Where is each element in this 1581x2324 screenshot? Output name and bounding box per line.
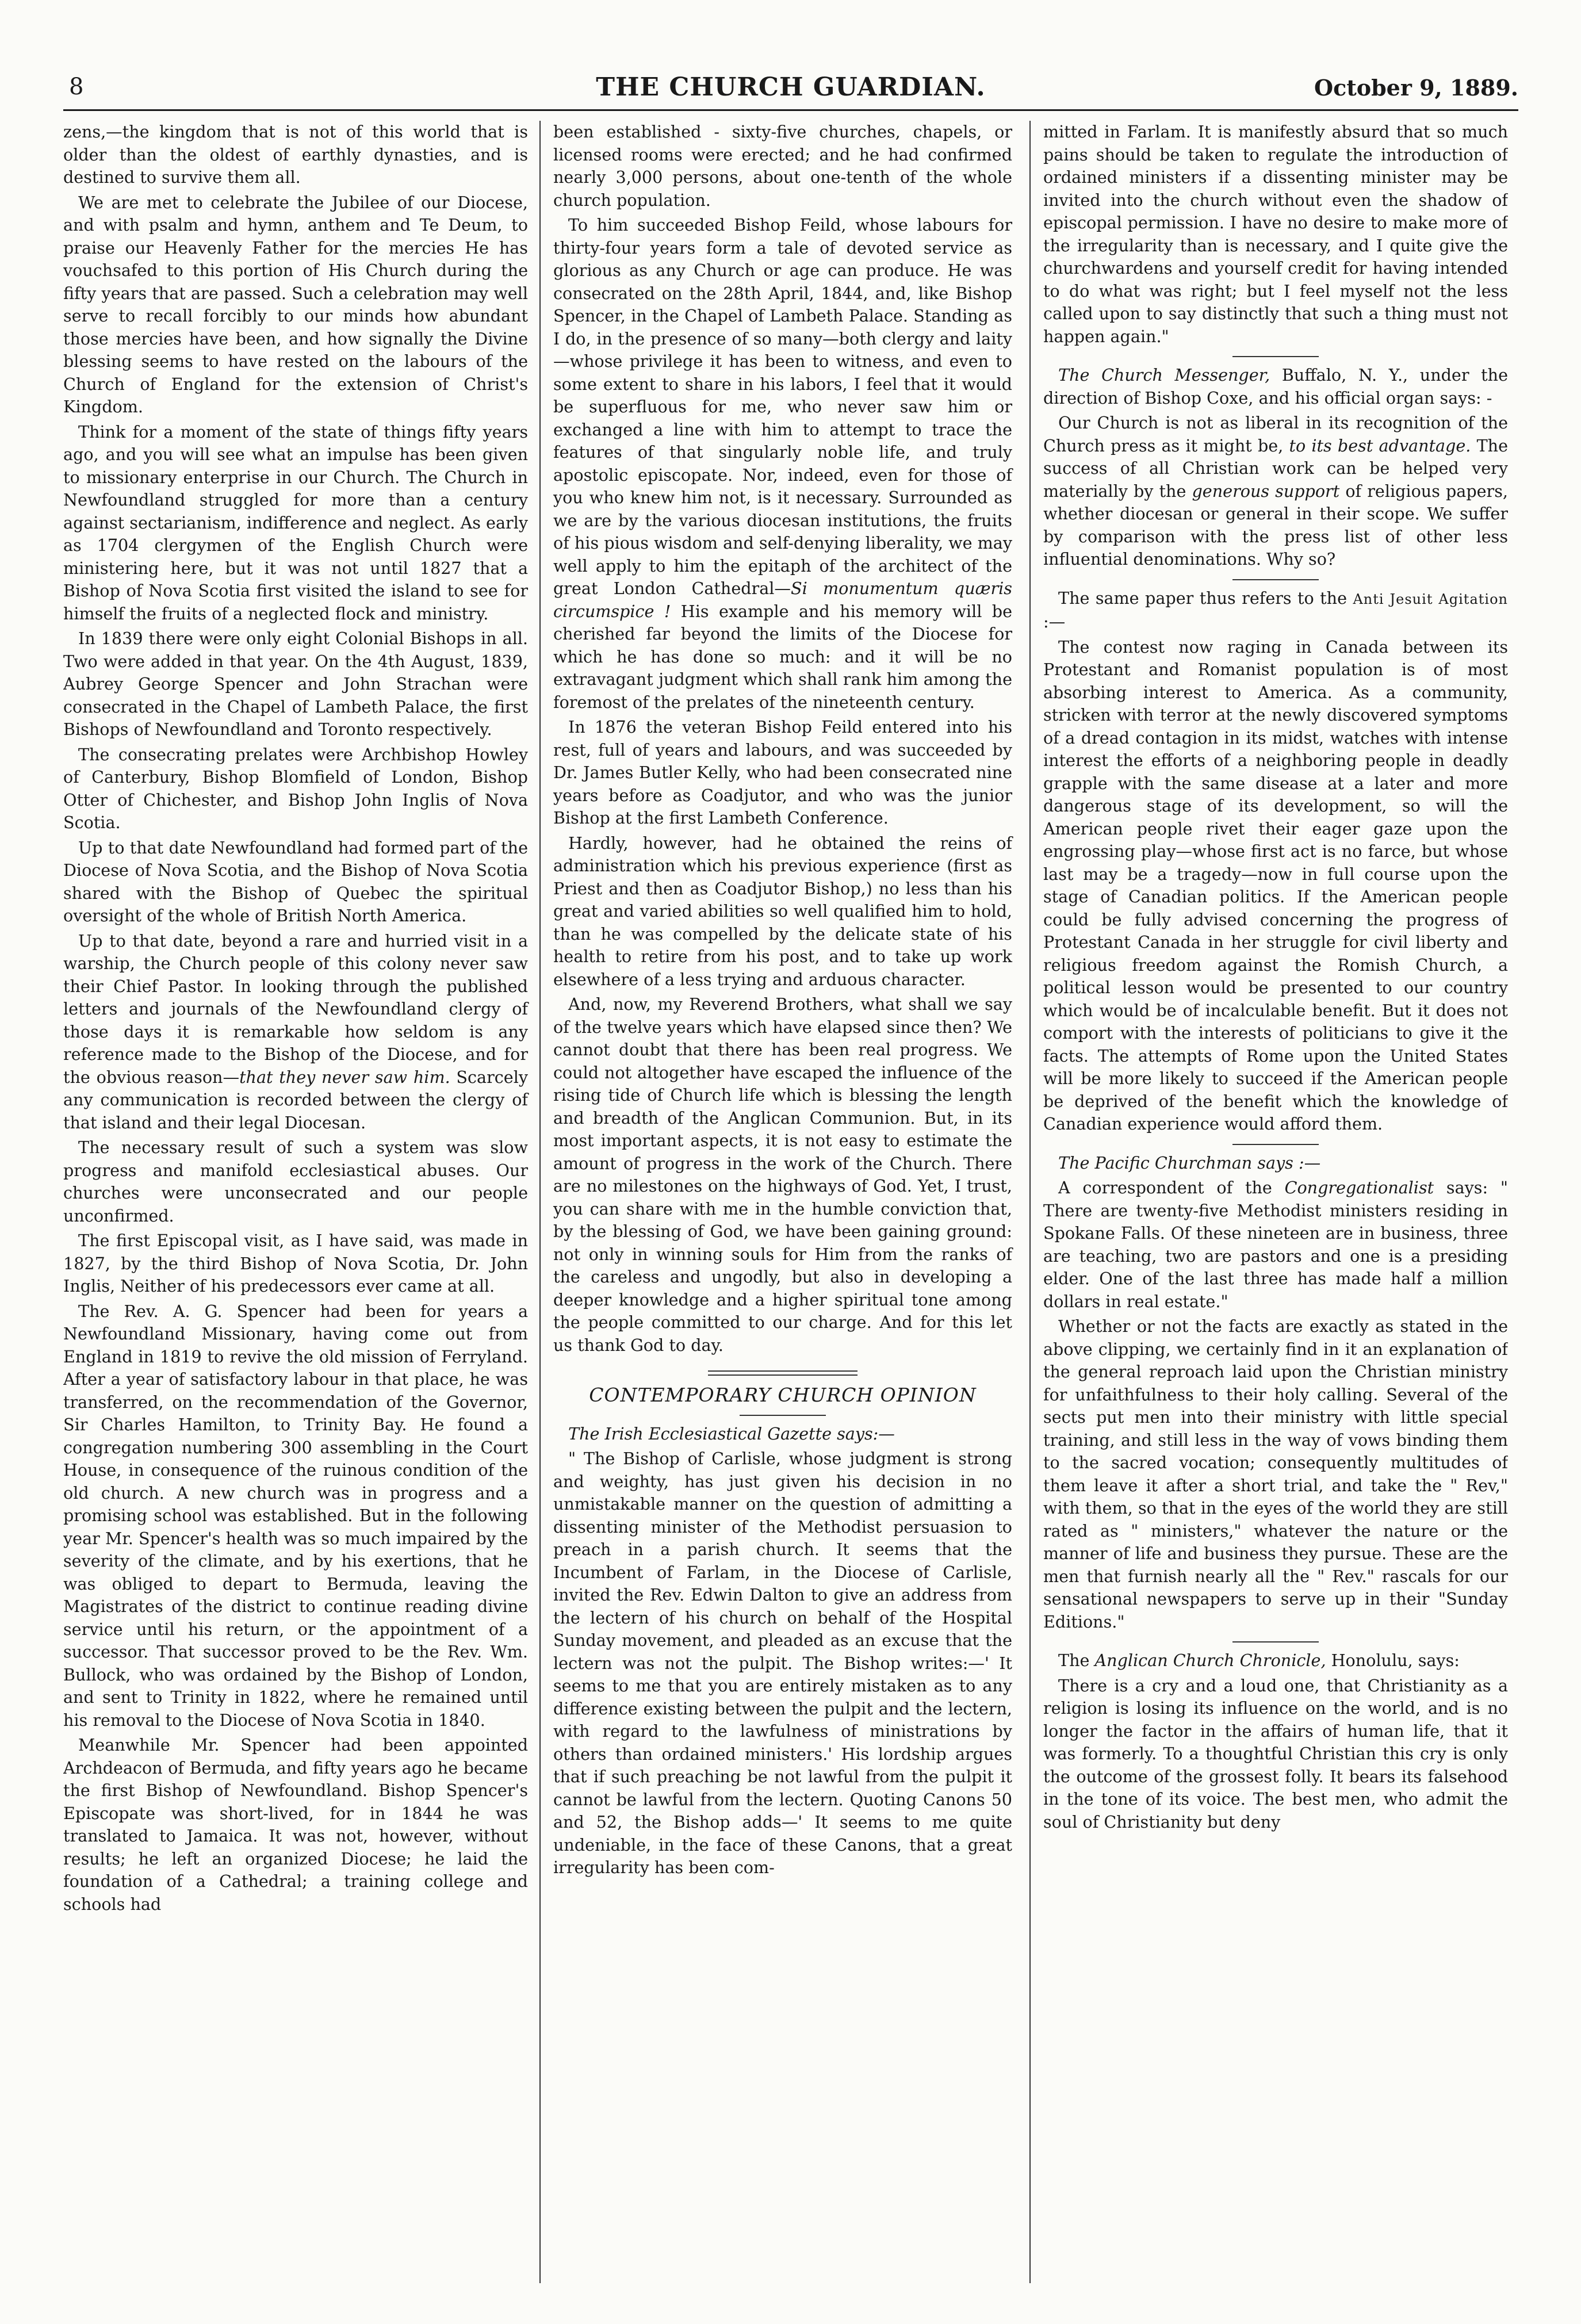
italic-text: Anglican Church Chronicle, xyxy=(1094,1651,1326,1670)
paragraph: The contest now raging in Canada between its Protestant and Romanist population is of most absorbing interest to America. As a community, stricken with terror at the newly discovered symptoms of a dread contagion in its midst, watches with intense interest the efforts of a neighboring people in deadly grapple with the same disease at a later and more dangerous stage of its development, so will the American people rivet their eager gaze upon the engrossing play—whose first act is no farce, but whose last may be a tragedy—now in full course upon the stage of Canadian politics. If the American people could be fully advised concerning the progress of Protestant Canada in her struggle for civil liberty and religious freedom against the Romish Church, a political lesson would be presented to our country which would be of incalculable benefit. But it does not comport with the interests of politicians to give it the facts. The attempts of Rome upon the United States will be more likely to succeed if the American people be deprived of the benefit which the knowledge of Canadian experience would afford them. xyxy=(1043,637,1508,1134)
column-rule xyxy=(1029,121,1031,2283)
text-run: The xyxy=(1058,1651,1095,1670)
text-run: :— xyxy=(1043,612,1066,631)
column-3 xyxy=(1038,121,1508,2283)
text-run: Buffalo, N. Y., under the direction of Bishop Coxe, and his official organ says: - xyxy=(1043,365,1508,408)
divider xyxy=(1232,579,1319,580)
column-2 xyxy=(548,121,1018,2283)
paragraph: In 1876 the veteran Bishop Feild entered into his rest, full of years and labours, and was succeeded by Dr. James Butler Kelly, who had been consecrated nine years before as Coadjutor, and who was the junior Bishop at the first Lambeth Conference. xyxy=(553,717,1012,828)
paragraph: been established - sixty-five churches, chapels, or licensed rooms were erected; and he had confirmed nearly 3,000 persons, about one-tenth of the whole church population. xyxy=(553,122,1012,210)
divider xyxy=(1232,1144,1319,1145)
section-divider xyxy=(708,1370,858,1376)
text-run: The success of all Christian work can be helped very materially by the xyxy=(1043,435,1508,501)
paragraph: In 1839 there were only eight Colonial Bishops in all. Two were added in that year. On the 4th August, 1839, Aubrey George Spencer and John Strachan were consecrated in the Chapel of Lambeth Palace, the first Bishops of Newfoundland and Toronto respectively. xyxy=(63,629,528,739)
section-heading: CONTEMPORARY CHURCH OPINION xyxy=(589,1384,977,1406)
paragraph: Meanwhile Mr. Spencer had been appointed Archdeacon of Bermuda, and fifty years ago he became the first Bishop of Newfoundland. Bishop Spencer's Episcopate was short-lived, for in 1844 he was translated to Jamaica. It was not, however, without results; he left an organized Diocese; he laid the foundation of a Cathedral; a training college and schools had xyxy=(63,1735,528,1914)
paragraph: The first Episcopal visit, as I have said, was made in 1827, by the third Bishop of Nova Scotia, Dr. John Inglis, Neither of his predecessors ever came at all. xyxy=(63,1231,528,1296)
paragraph xyxy=(1043,412,1508,571)
text-run: of religious papers, whether diocesan or general in their scope. We suffer by comparison with the press list of other less influential denominations. Why so? xyxy=(1043,481,1508,569)
source-attribution xyxy=(1043,587,1508,634)
italic-text: to its best advantage. xyxy=(1289,435,1471,455)
paragraph: Up to that date Newfoundland had formed part of the Diocese of Nova Scotia, and the Bishop of Nova Scotia shared with the Bishop of Quebec the spiritual oversight of the whole of British North America. xyxy=(63,837,528,925)
column-1 xyxy=(63,121,534,2283)
paragraph: Think for a moment of the state of things fifty years ago, and you will see what an impulse has been given to missionary enterprise in our Church. The Church in Newfoundland struggled for more than a century against sectarianism, indifference and neglect. As early as 1704 clergymen of the English Church were ministering here, but it was not until 1827 that a Bishop of Nova Scotia first visited the island to see for himself the fruits of a neglected flock and ministry. xyxy=(63,422,528,623)
italic-text: The Church Messenger, xyxy=(1058,365,1270,385)
source-attribution xyxy=(1043,364,1508,409)
paragraph: There is a cry and a loud one, that Christianity as a religion is losing its influence on the world, and is no longer the factor in the affairs of human life, that it was formerly. To a thoughtful Christian this cry is only the outcome of the grossest folly. It bears its falsehood in the tone of its voice. The best men, who admit the soul of Christianity but deny xyxy=(1043,1675,1508,1832)
source-attribution xyxy=(1043,1649,1508,1672)
columns xyxy=(63,121,1518,2283)
paragraph: mitted in Farlam. It is manifestly absurd that so much pains should be taken to regulate the introduction of ordained ministers if a dissenting minister may be invited into the church without even the shadow of episcopal permission. I have no desire to make more of the irregularity than is necessary, and I quite give the churchwardens and yourself credit for having intended to do what was right; but I feel myself not the less called upon to say distinctly that such a thing must not happen again." xyxy=(1043,122,1508,346)
italic-text: that they never saw him. xyxy=(239,1067,450,1087)
text-run: A correspondent of the xyxy=(1058,1178,1285,1197)
paragraph: And, now, my Reverend Brothers, what shall we say of the twelve years which have elapsed since then? We cannot doubt that there has been real progress. We could not altogether have escaped the influence of the rising tide of Church life which is blessing the length and breadth of the Anglican Communion. But, in its most important aspects, it is not easy to estimate the amount of progress in the work of the Church. There are no milestones on the highways of God. Yet, I trust, you can share with me in the humble conviction that, by the blessing of God, we have been gaining ground: not only in winning souls for Him from the ranks of the careless and ungodly, but also in developing a deeper knowledge and a higher spiritual tone among the people committed to our charge. And for this let us thank God to day. xyxy=(553,994,1012,1355)
source-attribution: The Pacific Churchman says :— xyxy=(1058,1153,1321,1173)
text-run: To him succeeded Bishop Feild, whose labours for thirty-four years form a tale of devoted service as glorious as any Church or age can produce. He was consecrated on the 28th April, 1844, and, like Bishop Spencer, in the Chapel of Lambeth Palace. Standing as I do, in the presence of so many—both clergy and laity—whose privilege it has been to witness, and even to some extent to share in his labors, I feel that it would be superfluous for me, who never saw him or exchanged a line with him to attempt to trace the features of that singularly noble life, and truly apostolic episcopate. Nor, indeed, even for those of you who knew him not, is it necessary. Surrounded as we are by the various diocesan institutions, the fruits of his pious wisdom and self-denying liberality, we may well apply to him the epitaph of the architect of the great London Cathedral— xyxy=(553,215,1012,598)
issue-date: October 9, 1889. xyxy=(1314,75,1518,101)
divider xyxy=(1232,1641,1319,1643)
italic-text: Si monumentum quæris circumspice ! xyxy=(553,579,1012,621)
page-number: 8 xyxy=(69,74,84,100)
paragraph: " The Bishop of Carlisle, whose judgment is strong and weighty, has just given his decision in no unmistakable manner on the question of admitting a dissenting minister of the Methodist persuasion to preach in a parish church. It seems that the Incumbent of Farlam, in the Diocese of Carlisle, invited the Rev. Edwin Dalton to give an address from the lectern of his church on behalf of the Hospital Sunday movement, and pleaded as an excuse that the lectern was not the pulpit. The Bishop writes:—' It seems to me that you are entirely mistaken as to any difference existing between the pulpit and the lectern, with regard to the lawfulness of ministrations by others than ordained ministers.' His lordship argues that if such preaching be not lawful from the pulpit it cannot be lawful from the lectern. Quoting Canons 50 and 52, the Bishop adds—' It seems to me quite undeniable, in the face of these Canons, that a great irregularity has been com- xyxy=(553,1449,1012,1877)
italic-text: Congregationalist xyxy=(1284,1178,1434,1197)
text-run: says: " There are twenty-five Methodist ministers residing in Spokane Falls. Of these nineteen are in business, three are teaching, two are pastors and one is a presiding elder. One of the last three has made half a million dollars in real estate." xyxy=(1043,1178,1508,1311)
text-run: Scarcely any communication is recorded between the clergy of that island and their legal Diocesan. xyxy=(63,1067,528,1132)
small-caps-text: Anti Jesuit Agitation xyxy=(1353,591,1508,607)
paragraph: zens,—the kingdom that is not of this world that is older than the oldest of earthly dynasties, and is destined to survive them all. xyxy=(63,122,528,187)
column-rule xyxy=(539,121,541,2283)
italic-text: generous support xyxy=(1192,481,1340,501)
paragraph: We are met to celebrate the Jubilee of our Diocese, and with psalm and hymn, anthem and Te Deum, to praise our Heavenly Father for the mercies He has vouchsafed to this portion of His Church during the fifty years that are passed. Such a celebration may well serve to recall forcibly to our minds how abundant those mercies have been, and how signally the Divine blessing seems to have rested on the labours of the Church of England for the extension of Christ's Kingdom. xyxy=(63,192,528,416)
newspaper-title: THE CHURCH GUARDIAN. xyxy=(596,72,986,102)
paragraph: The Rev. A. G. Spencer had been for years a Newfoundland Missionary, having come out from England in 1819 to revive the old mission of Ferryland. After a year of satisfactory labour in that place, he was transferred, on the recommendation of the Governor, Sir Charles Hamilton, to Trinity Bay. He found a congregation numbering 300 assembling in the Court House, in consequence of the ruinous condition of the old church. A new church was in progress and a promising school was established. But in the following year Mr. Spencer's health was so much impaired by the severity of the climate, and by his exertions, that he was obliged to depart to Bermuda, leaving the Magistrates of the district to continue reading divine service until his return, or the appointment of a successor. That successor proved to be the Rev. Wm. Bullock, who was ordained by the Bishop of London, and sent to Trinity in 1822, where he remained until his removal to the Diocese of Nova Scotia in 1840. xyxy=(63,1301,528,1730)
paragraph xyxy=(63,930,528,1135)
text-run: Up to that date, beyond a rare and hurried visit in a warship, the Church people of this colony never saw their Chief Pastor. In looking through the published letters and journals of the Newfoundland clergy of those days it is remarkable how seldom is any reference made to the Bishop of the Diocese, and for the obvious reason— xyxy=(63,931,528,1087)
paragraph xyxy=(1043,1177,1508,1313)
paragraph xyxy=(553,214,1012,714)
paragraph: Whether or not the facts are exactly as stated in the above clipping, we certainly find in it an explanation of the general reproach laid upon the Christian ministry for unfaithfulness to their holy calling. Several of the sects put men into their ministry with little special training, and still less in the way of vows binding them to the sacred vocation; consequently multitudes of them leave it after a short trial, and take the " Rev," with them, so that in the eyes of the world they are still rated as " ministers," whatever the nature or the manner of life and business they pursue. These are the men that furnish nearly all the " Rev." rascals for our sensational newspapers to serve up in their "Sunday Editions." xyxy=(1043,1316,1508,1632)
paragraph: The consecrating prelates were Archbishop Howley of Canterbury, Bishop Blomfield of London, Bishop Otter of Chichester, and Bishop John Inglis of Nova Scotia. xyxy=(63,744,528,832)
text-run: Honolulu, says: xyxy=(1326,1651,1460,1670)
text-run: Our Church is not as liberal in its recognition of the Church press as it might be, xyxy=(1043,413,1508,455)
paragraph: The necessary result of such a system was slow progress and manifold ecclesiastical abuses. Our churches were unconsecrated and our people unconfirmed. xyxy=(63,1138,528,1226)
source-attribution: The Irish Ecclesiastical Gazette says:— xyxy=(568,1423,895,1444)
divider xyxy=(1232,356,1319,357)
paragraph: Hardly, however, had he obtained the reins of administration which his previous experience (first as Priest and then as Coadjutor Bishop,) no less than his great and varied abilities so well qualified him to hold, than he was compelled by the delicate state of his health to retire from his post, and to take up work elsewhere of a less trying and arduous character. xyxy=(553,833,1012,989)
page-header xyxy=(63,69,1518,111)
text-run: His example and his memory will be cherished far beyond the limits of the Diocese for which he has done so much: and it will be no extravagant judgment which shall rank him among the foremost of the prelates of the nineteenth century. xyxy=(553,601,1013,712)
text-run: The same paper thus refers to the xyxy=(1058,588,1353,608)
divider xyxy=(740,1415,826,1416)
